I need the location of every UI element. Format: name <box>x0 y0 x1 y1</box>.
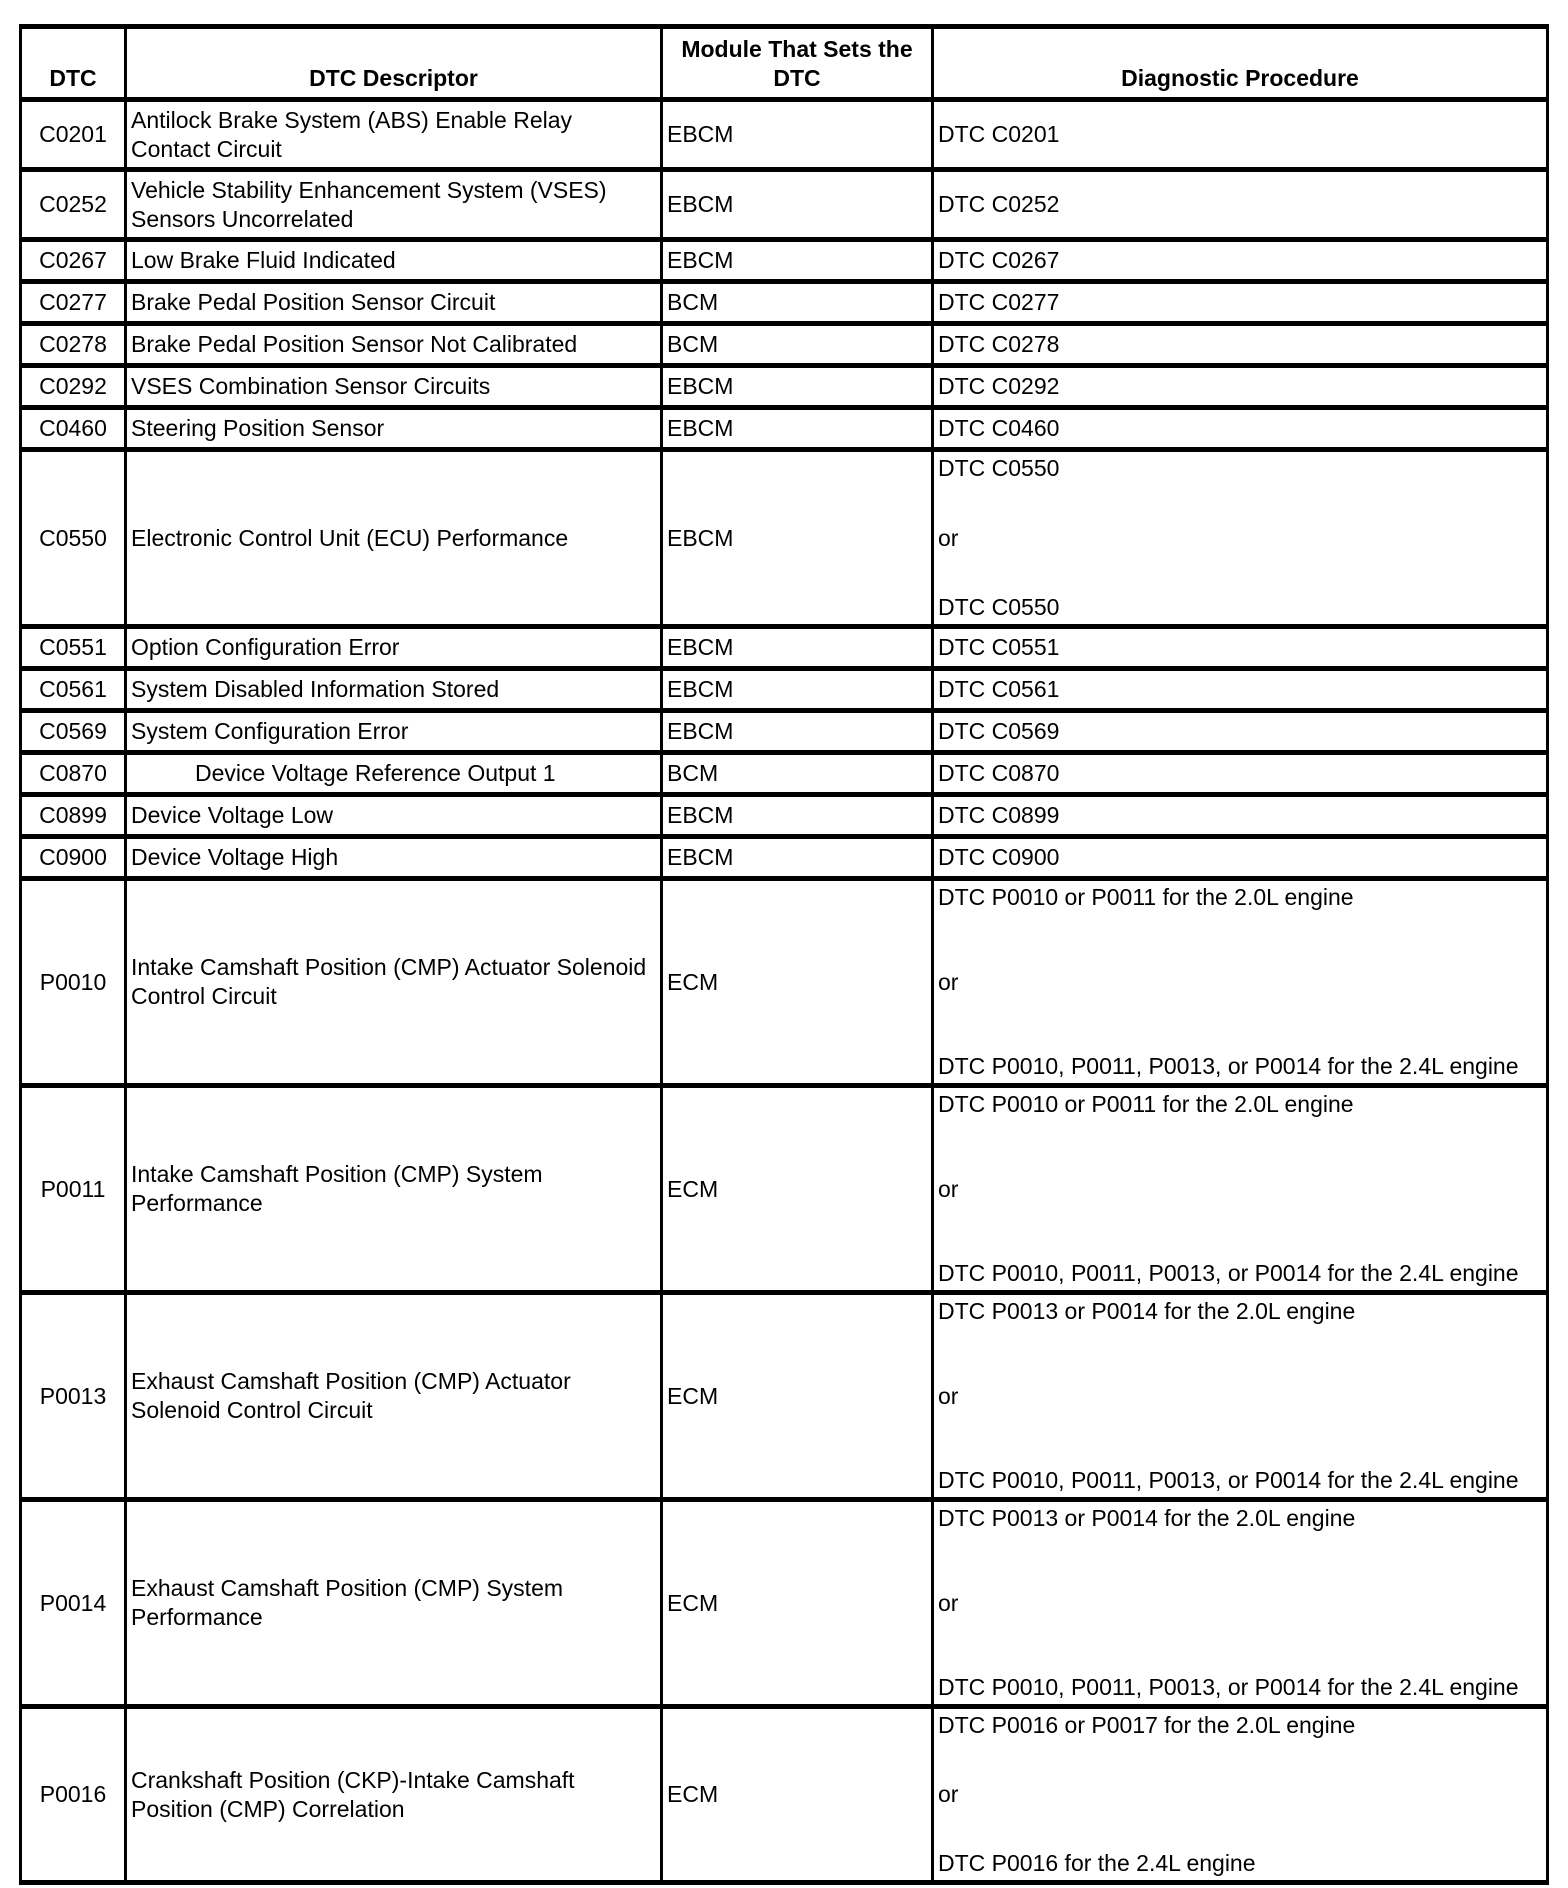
table-row <box>21 450 1548 627</box>
header-dtc: DTC <box>21 27 126 100</box>
diagnostic-procedure <box>933 100 1548 170</box>
dtc-descriptor: Brake Pedal Position Sensor Circuit <box>126 282 662 324</box>
table-row <box>21 753 1548 795</box>
dtc-descriptor: Steering Position Sensor <box>126 408 662 450</box>
procedure-or: or <box>938 524 959 551</box>
procedure-or: or <box>938 968 959 995</box>
module-name: EBCM <box>662 837 933 879</box>
dtc-descriptor: Device Voltage Low <box>126 795 662 837</box>
diagnostic-procedure <box>933 240 1548 282</box>
dtc-code: C0899 <box>21 795 126 837</box>
dtc-code: C0551 <box>21 627 126 669</box>
diagnostic-procedure <box>933 1086 1548 1293</box>
dtc-descriptor: Brake Pedal Position Sensor Not Calibrated <box>126 324 662 366</box>
procedure-link[interactable]: DTC P0010, P0011, P0013, or P0014 for the 2.4L engine <box>938 1467 1519 1493</box>
dtc-descriptor: Low Brake Fluid Indicated <box>126 240 662 282</box>
table-row <box>21 669 1548 711</box>
dtc-descriptor: Option Configuration Error <box>126 627 662 669</box>
dtc-code: C0569 <box>21 711 126 753</box>
module-name: EBCM <box>662 669 933 711</box>
dtc-descriptor: Vehicle Stability Enhancement System (VSES) Sensors Uncorrelated <box>126 170 662 240</box>
diagnostic-procedure <box>933 282 1548 324</box>
procedure-link[interactable]: DTC C0900 <box>938 844 1060 870</box>
procedure-link[interactable]: DTC P0010, P0011, P0013, or P0014 for the 2.4L engine <box>938 1674 1519 1700</box>
module-name: EBCM <box>662 408 933 450</box>
procedure-link[interactable]: DTC C0870 <box>938 760 1060 786</box>
dtc-descriptor: System Disabled Information Stored <box>126 669 662 711</box>
table-row <box>21 1500 1548 1707</box>
module-name: ECM <box>662 879 933 1086</box>
diagnostic-procedure <box>933 669 1548 711</box>
table-row <box>21 1293 1548 1500</box>
table-row <box>21 170 1548 240</box>
procedure-link[interactable]: DTC C0201 <box>938 121 1060 147</box>
procedure-or: or <box>938 1382 959 1409</box>
procedure-lines <box>938 1297 1542 1495</box>
dtc-code: P0014 <box>21 1500 126 1707</box>
dtc-code: P0011 <box>21 1086 126 1293</box>
diagnostic-procedure <box>933 366 1548 408</box>
procedure-link[interactable]: DTC C0278 <box>938 331 1060 357</box>
procedure-lines <box>938 454 1542 622</box>
procedure-link[interactable]: DTC C0267 <box>938 247 1060 273</box>
header-descriptor: DTC Descriptor <box>126 27 662 100</box>
module-name: EBCM <box>662 240 933 282</box>
diagnostic-procedure <box>933 879 1548 1086</box>
dtc-code: C0267 <box>21 240 126 282</box>
diagnostic-procedure <box>933 1293 1548 1500</box>
table-row <box>21 1707 1548 1883</box>
module-name: EBCM <box>662 627 933 669</box>
dtc-code: C0900 <box>21 837 126 879</box>
module-name: EBCM <box>662 366 933 408</box>
diagnostic-procedure <box>933 170 1548 240</box>
procedure-link[interactable]: DTC C0252 <box>938 191 1060 217</box>
dtc-descriptor: Exhaust Camshaft Position (CMP) Actuator Solenoid Control Circuit <box>126 1293 662 1500</box>
procedure-link[interactable]: DTC C0277 <box>938 289 1060 315</box>
diagnostic-procedure <box>933 837 1548 879</box>
procedure-link[interactable]: DTC P0010, P0011, P0013, or P0014 for the 2.4L engine <box>938 1053 1519 1079</box>
dtc-descriptor: System Configuration Error <box>126 711 662 753</box>
dtc-descriptor: Exhaust Camshaft Position (CMP) System Performance <box>126 1500 662 1707</box>
diagnostic-procedure <box>933 408 1548 450</box>
procedure-link[interactable]: DTC C0550 <box>938 594 1060 620</box>
diagnostic-procedure <box>933 450 1548 627</box>
dtc-descriptor: Device Voltage Reference Output 1 <box>126 753 662 795</box>
dtc-descriptor: Intake Camshaft Position (CMP) System Performance <box>126 1086 662 1293</box>
table-row <box>21 1086 1548 1293</box>
procedure-link[interactable]: DTC C0460 <box>938 415 1060 441</box>
table-row <box>21 795 1548 837</box>
dtc-code: P0016 <box>21 1707 126 1883</box>
procedure-or: or <box>938 1175 959 1202</box>
procedure-link[interactable]: DTC P0016 for the 2.4L engine <box>938 1850 1256 1876</box>
procedure-link[interactable]: DTC C0292 <box>938 373 1060 399</box>
dtc-code: C0252 <box>21 170 126 240</box>
procedure-or: or <box>938 1589 959 1616</box>
module-name: ECM <box>662 1086 933 1293</box>
header-row <box>21 27 1548 100</box>
table-row <box>21 408 1548 450</box>
table-row <box>21 711 1548 753</box>
table-body <box>21 100 1548 1883</box>
diagnostic-procedure <box>933 324 1548 366</box>
module-name: ECM <box>662 1707 933 1883</box>
dtc-code: C0550 <box>21 450 126 627</box>
header-procedure: Diagnostic Procedure <box>933 27 1548 100</box>
dtc-descriptor: VSES Combination Sensor Circuits <box>126 366 662 408</box>
procedure-link[interactable]: DTC P0013 or P0014 for the 2.0L engine <box>938 1505 1356 1531</box>
procedure-link[interactable]: DTC C0899 <box>938 802 1060 828</box>
module-name: EBCM <box>662 450 933 627</box>
dtc-code: C0870 <box>21 753 126 795</box>
procedure-link[interactable]: DTC C0569 <box>938 718 1060 744</box>
dtc-table <box>19 24 1549 1885</box>
procedure-link[interactable]: DTC P0010, P0011, P0013, or P0014 for the 2.4L engine <box>938 1260 1519 1286</box>
diagnostic-procedure <box>933 711 1548 753</box>
procedure-lines <box>938 1711 1542 1878</box>
dtc-code: C0561 <box>21 669 126 711</box>
procedure-lines <box>938 1090 1542 1288</box>
diagnostic-procedure <box>933 1707 1548 1883</box>
dtc-descriptor: Device Voltage High <box>126 837 662 879</box>
dtc-code: C0277 <box>21 282 126 324</box>
dtc-code: C0460 <box>21 408 126 450</box>
diagnostic-procedure <box>933 1500 1548 1707</box>
procedure-link[interactable]: DTC C0550 <box>938 455 1060 481</box>
procedure-link[interactable]: DTC C0561 <box>938 676 1060 702</box>
procedure-link[interactable]: DTC P0013 or P0014 for the 2.0L engine <box>938 1298 1356 1324</box>
diagnostic-procedure <box>933 795 1548 837</box>
diagnostic-procedure <box>933 753 1548 795</box>
dtc-code: C0278 <box>21 324 126 366</box>
module-name: BCM <box>662 282 933 324</box>
module-name: BCM <box>662 324 933 366</box>
procedure-lines <box>938 883 1542 1081</box>
module-name: BCM <box>662 753 933 795</box>
procedure-link[interactable]: DTC P0010 or P0011 for the 2.0L engine <box>938 1091 1354 1117</box>
table-row <box>21 324 1548 366</box>
module-name: EBCM <box>662 100 933 170</box>
dtc-code: P0013 <box>21 1293 126 1500</box>
module-name: EBCM <box>662 711 933 753</box>
procedure-lines <box>938 1504 1542 1702</box>
module-name: ECM <box>662 1500 933 1707</box>
table-row <box>21 282 1548 324</box>
module-name: EBCM <box>662 795 933 837</box>
dtc-descriptor: Electronic Control Unit (ECU) Performance <box>126 450 662 627</box>
table-row <box>21 837 1548 879</box>
dtc-descriptor: Antilock Brake System (ABS) Enable Relay Contact Circuit <box>126 100 662 170</box>
dtc-code: C0292 <box>21 366 126 408</box>
dtc-descriptor: Crankshaft Position (CKP)-Intake Camshaft Position (CMP) Correlation <box>126 1707 662 1883</box>
table-row <box>21 627 1548 669</box>
header-module: Module That Sets the DTC <box>662 27 933 100</box>
table-row <box>21 366 1548 408</box>
dtc-code: C0201 <box>21 100 126 170</box>
table-row <box>21 100 1548 170</box>
table-row <box>21 240 1548 282</box>
procedure-link[interactable]: DTC P0016 or P0017 for the 2.0L engine <box>938 1712 1356 1738</box>
diagnostic-procedure <box>933 627 1548 669</box>
procedure-link[interactable]: DTC P0010 or P0011 for the 2.0L engine <box>938 884 1354 910</box>
dtc-code: P0010 <box>21 879 126 1086</box>
dtc-descriptor: Intake Camshaft Position (CMP) Actuator Solenoid Control Circuit <box>126 879 662 1086</box>
table-row <box>21 879 1548 1086</box>
module-name: EBCM <box>662 170 933 240</box>
module-name: ECM <box>662 1293 933 1500</box>
procedure-link[interactable]: DTC C0551 <box>938 634 1060 660</box>
procedure-or: or <box>938 1781 959 1807</box>
